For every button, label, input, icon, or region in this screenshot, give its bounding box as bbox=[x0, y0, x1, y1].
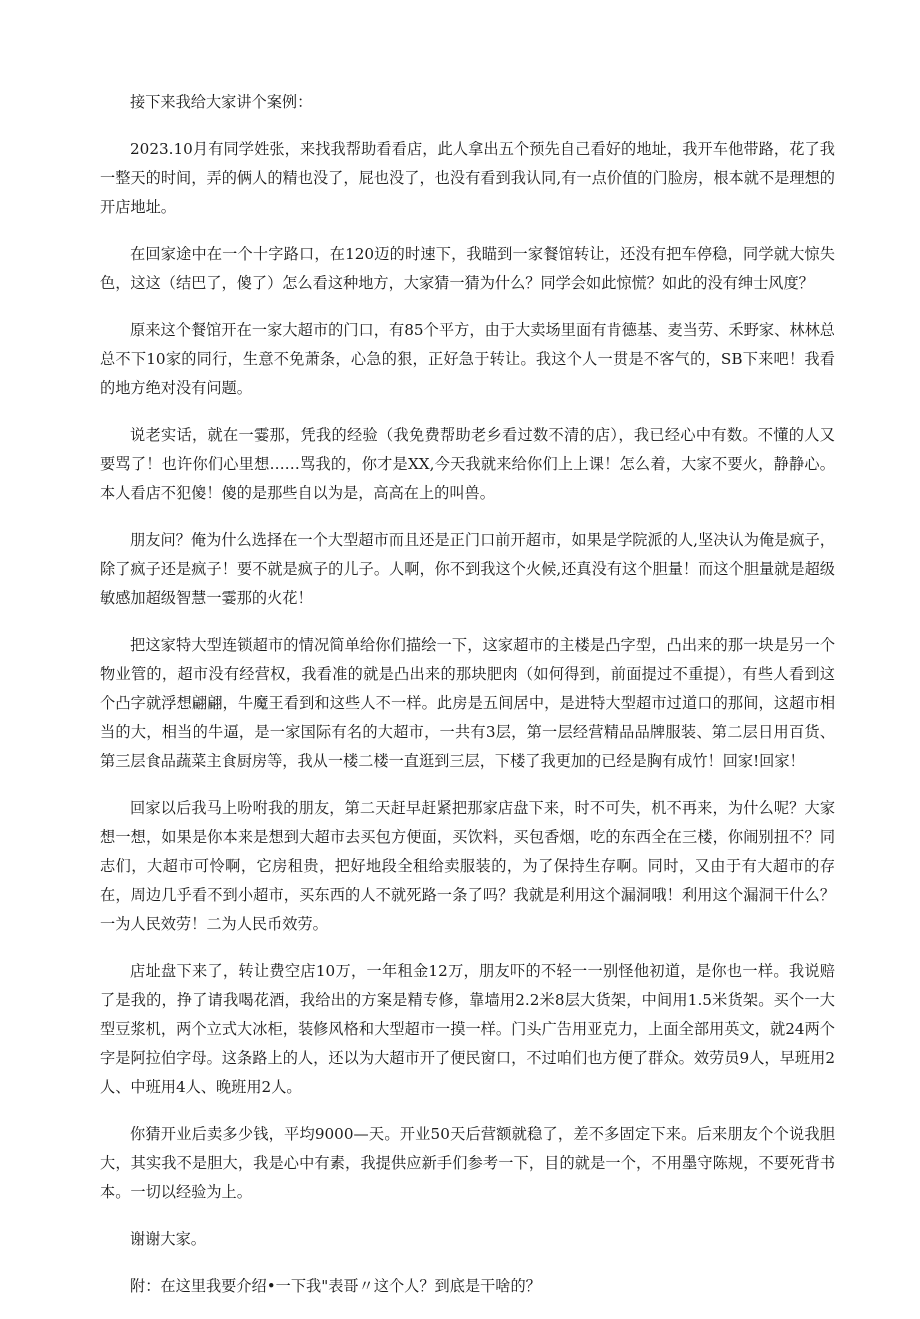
paragraph-case-start: 2023.10月有同学姓张，来找我帮助看看店，此人拿出五个预先自己看好的地址，我开车他带路，花了我一整天的时间，弄的俩人的精也没了，屁也没了，也没有看到我认同,有一点价值的门脸房，根本就不是理想的开店地址。 bbox=[100, 140, 835, 216]
paragraph-question: 朋友问？俺为什么选择在一个大型超市而且还是正门口前开超市，如果是学院派的人,坚决认为俺是疯子，除了疯子还是疯子！要不就是疯子的儿子。人啊，你不到我这个火候,还真没有这个胆量！而这个胆量就是超级敏感加超级智慧一霎那的火花！ bbox=[100, 531, 835, 607]
paragraph-supermarket-description: 把这家特大型连锁超市的情况简单给你们描绘一下，这家超市的主楼是凸字型，凸出来的那一块是另一个物业管的，超市没有经营权，我看准的就是凸出来的那块肥肉（如何得到，前面提过不重提），有些人看到这个凸字就浮想翩翩，牛魔王看到和这些人不一样。此房是五间居中，是进特大型超市过道口的那间，这超市相当的大，相当的牛逼，是一家国际有名的大超市，一共有3层，第一层经营精品品牌服装、第二层日用百货、第三层食品蔬菜主食厨房等，我从一楼二楼一直逛到三层，下楼了我更加的已经是胸有成竹！回家!回家！ bbox=[100, 636, 835, 770]
paragraph-reasoning: 回家以后我马上吩咐我的朋友，第二天赶早赶紧把那家店盘下来，时不可失，机不再来，为什么呢？大家想一想，如果是你本来是想到大超市去买包方便面，买饮料，买包香烟，吃的东西全在三楼，你闹别扭不？同志们，大超市可怜啊，它房租贵，把好地段全租给卖服装的，为了保持生存啊。同时，又由于有大超市的存在，周边几乎看不到小超市，买东西的人不就死路一条了吗？我就是利用这个漏洞哦！利用这个漏洞干什么？一为人民效劳！二为人民币效劳。 bbox=[100, 799, 835, 933]
paragraph-plan: 店址盘下来了，转让费空店10万，一年租金12万，朋友吓的不轻一一别怪他初道，是你也一样。我说赔了是我的，挣了请我喝花酒，我给出的方案是精专修，靠墙用2.2米8层大货架，中间用1.5米货架。买个一大型豆浆机，两个立式大冰柜，装修风格和大型超市一摸一样。门头广告用亚克力，上面全部用英文，就24两个字是阿拉伯字母。这条路上的人，还以为大超市开了便民窗口，不过咱们也方便了群众。效劳员9人，早班用2人、中班用4人、晚班用2人。 bbox=[100, 962, 835, 1096]
paragraph-crossroad: 在回家途中在一个十字路口，在120迈的时速下，我瞄到一家餐馆转让，还没有把车停稳，同学就大惊失色，这这（结巴了，傻了）怎么看这种地方，大家猜一猜为什么？同学会如此惊慌？如此的没有绅士风度？ bbox=[100, 245, 835, 292]
paragraph-experience: 说老实话，就在一霎那，凭我的经验（我免费帮助老乡看过数不清的店），我已经心中有数。不懂的人又要骂了！也许你们心里想……骂我的，你才是XX,今天我就来给你们上上课！怎么着，大家不要火，静静心。本人看店不犯傻！傻的是那些自以为是，高高在上的叫兽。 bbox=[100, 426, 835, 502]
paragraph-restaurant: 原来这个餐馆开在一家大超市的门口，有85个平方，由于大卖场里面有肯德基、麦当劳、禾野家、林林总总不下10家的同行，生意不免萧条，心急的狠，正好急于转让。我这个人一贯是不客气的，SB下来吧！我看的地方绝对没有问题。 bbox=[100, 321, 835, 397]
paragraph-thanks: 谢谢大家。 bbox=[130, 1230, 206, 1248]
paragraph-appendix: 附：在这里我要介绍•一下我"表哥〃这个人？到底是干啥的？ bbox=[130, 1277, 541, 1295]
paragraph-intro: 接下来我给大家讲个案例： bbox=[130, 93, 313, 111]
document-body bbox=[100, 88, 835, 1319]
paragraph-results: 你猜开业后卖多少钱，平均9000—天。开业50天后营额就稳了，差不多固定下来。后来朋友个个说我胆大，其实我不是胆大，我是心中有素，我提供应新手们参考一下，目的就是一个，不用墨守陈规，不要死背书本。一切以经验为上。 bbox=[100, 1125, 835, 1201]
